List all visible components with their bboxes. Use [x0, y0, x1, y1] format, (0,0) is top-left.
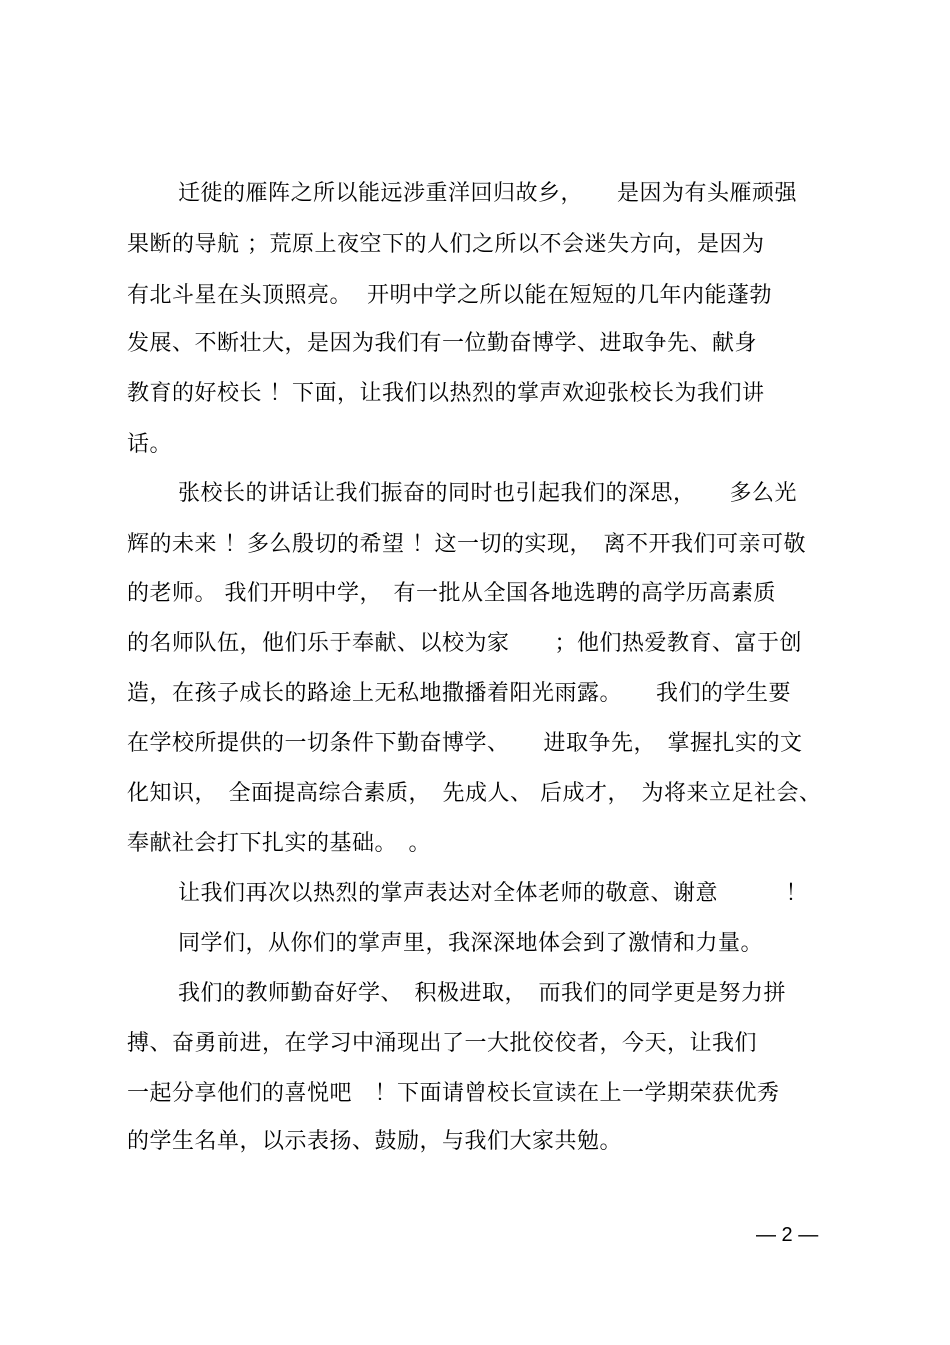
text-line: 话。	[127, 432, 173, 457]
text-line: 化知识， 全面提高综合素质， 先成人、 后成才， 为将来立足社会、	[127, 781, 822, 806]
text-line: 有北斗星在头顶照亮。 开明中学之所以能在短短的几年内能蓬勃	[127, 283, 772, 308]
text-line: 辉的未来 ！多么殷切的希望 ！这一切的实现， 离不开我们可亲可敬	[127, 532, 806, 557]
text-line: 我们的教师勤奋好学、 积极进取， 而我们的同学更是努力拼	[178, 981, 787, 1006]
text-line: 在学校所提供的一切条件下勤奋博学、 进取争先， 掌握扎实的文	[127, 731, 803, 756]
text-line: 的名师队伍，他们乐于奉献、以校为家 ；他们热爱教育、富于创	[127, 631, 803, 656]
text-line: 果断的导航 ；荒原上夜空下的人们之所以不会迷失方向，是因为	[127, 232, 765, 257]
text-line: 一起分享他们的喜悦吧 ！下面请曾校长宣读在上一学期荣获优秀	[127, 1081, 780, 1106]
text-line: 教育的好校长 ！下面，让我们以热烈的掌声欢迎张校长为我们讲	[127, 381, 765, 406]
text-line: 发展、不断壮大，是因为我们有一位勤奋博学、进取争先、献身	[127, 331, 758, 356]
text-line: 奉献社会打下扎实的基础。 。	[127, 831, 432, 856]
page-number: — 2 —	[756, 1224, 819, 1246]
text-line: 的老师。 我们开明中学， 有一批从全国各地选聘的高学历高素质	[127, 581, 776, 606]
text-line: 同学们，从你们的掌声里，我深深地体会到了激情和力量。	[178, 931, 764, 956]
text-line: 搏、奋勇前进，在学习中涌现出了一大批佼佼者，今天，让我们	[127, 1031, 758, 1056]
text-line: 张校长的讲话让我们振奋的同时也引起我们的深思， 多么光	[178, 481, 798, 506]
text-line: 造，在孩子成长的路途上无私地撒播着阳光雨露。 我们的学生要	[127, 681, 792, 706]
text-line: 的学生名单，以示表扬、鼓励，与我们大家共勉。	[127, 1129, 623, 1154]
text-line: 迁徙的雁阵之所以能远涉重洋回归故乡， 是因为有头雁顽强	[178, 181, 798, 206]
text-line: 让我们再次以热烈的掌声表达对全体老师的敬意、谢意 ！	[178, 881, 809, 906]
